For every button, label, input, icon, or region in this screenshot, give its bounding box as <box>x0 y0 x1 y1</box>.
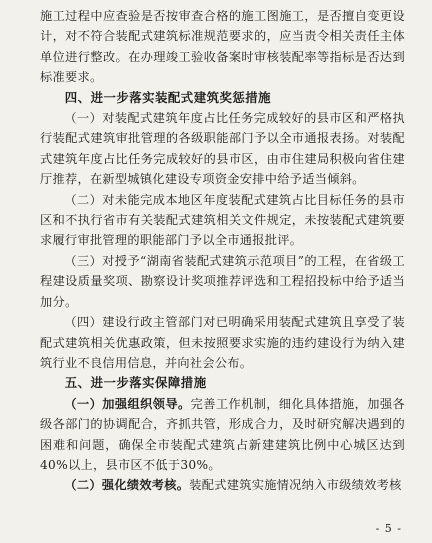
page-number: - 5 - <box>375 522 402 535</box>
paragraph-text: 完善工作机制，细化具体措施，加强各级各部门的协调配合，齐抓共管，形成合力，及时研究解决遇到的困难和问题，确保全市装配式建筑占新建建筑比例中心城区达到40%以上，县市区不低于30%。 <box>40 396 405 472</box>
document-body <box>40 6 405 496</box>
body-paragraph <box>40 475 405 495</box>
body-paragraph: 施工过程中应查验是否按审查合格的施工图施工，是否擅自变更设计，对不符合装配式建筑标准规范要求的，应当责令相关责任主体单位进行整改。在办理竣工验收备案时审核装配率等指标是否达到标准要求。 <box>40 9 405 85</box>
section-heading: 五、进一步落实保障措施 <box>64 375 207 391</box>
paragraph-lead: （一）加强组织领导。 <box>64 396 191 411</box>
body-paragraph: （二）对未能完成本地区年度装配式建筑占比目标任务的县市区和不执行省市有关装配式建筑相关文件规定，未按装配式建筑要求履行审批管理的职能部门予以全市通报批评。 <box>40 192 405 248</box>
paragraph-text: 装配式建筑实施情况纳入市级绩效考核 <box>189 478 402 493</box>
section-heading: 四、进一步落实装配式建筑奖惩措施 <box>64 89 272 105</box>
body-paragraph <box>40 394 405 476</box>
body-paragraph: （四）建设行政主管部门对已明确采用装配式建筑且享受了装配式建筑相关优惠政策，但未按照要求实施的违约建设行为纳入建筑行业不良信用信息，并向社会公布。 <box>40 315 405 370</box>
body-paragraph: （三）对授予“湖南省装配式建筑示范项目”的工程，在省级工程建设质量奖项、勘察设计奖项推荐评选和工程招投标中给予适当加分。 <box>40 253 405 309</box>
paragraph-lead: （二）强化绩效考核。 <box>64 478 190 493</box>
body-paragraph: （一）对装配式建筑年度占比任务完成较好的县市区和严格执行装配式建筑审批管理的各级职能部门予以全市通报表扬。对装配式建筑年度占比任务完成较好的县市区，由市住建局积极向省住建厅推荐，在新型城镇化建设专项资金安排中给予适当倾斜。 <box>40 111 405 187</box>
